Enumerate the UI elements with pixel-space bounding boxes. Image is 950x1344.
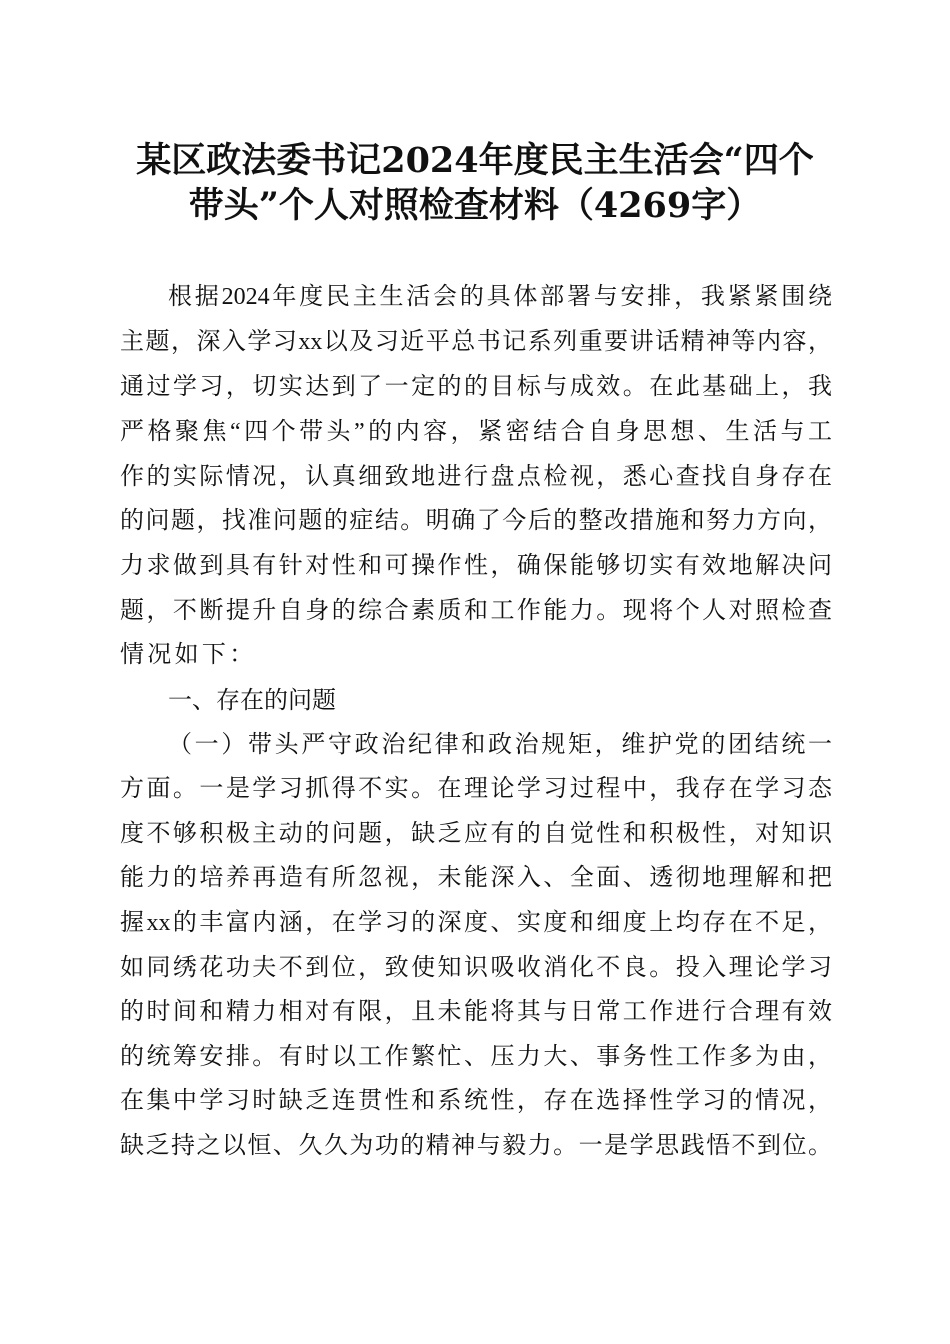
text-line: 主题，深入学习xx以及习近平总书记系列重要讲话精神等内容， <box>120 329 832 355</box>
document-title-line-1: 某区政法委书记2024年度民主生活会“四个 <box>136 140 814 181</box>
text-line: 度不够积极主动的问题，缺乏应有的自觉性和积极性，对知识 <box>120 821 832 847</box>
text-line: （一）带头严守政治纪律和政治规矩，维护党的团结统一 <box>168 732 832 758</box>
section-heading: 一、存在的问题 <box>168 686 336 714</box>
text-line: 的统筹安排。有时以工作繁忙、压力大、事务性工作多为由， <box>120 1044 832 1070</box>
document-title-line-2: 带头”个人对照检查材料（4269字） <box>188 185 762 226</box>
text-line: 的时间和精力相对有限，且未能将其与日常工作进行合理有效 <box>120 999 832 1025</box>
text-line: 作的实际情况，认真细致地进行盘点检视，悉心查找自身存在 <box>120 464 832 490</box>
text-line: 题，不断提升自身的综合素质和工作能力。现将个人对照检查 <box>120 598 832 624</box>
text-line: 能力的培养再造有所忽视，未能深入、全面、透彻地理解和把 <box>120 865 832 891</box>
text-line: 缺乏持之以恒、久久为功的精神与毅力。一是学思践悟不到位。 <box>120 1133 832 1159</box>
text-line: 情况如下： <box>120 642 257 668</box>
text-line: 方面。一是学习抓得不实。在理论学习过程中，我存在学习态 <box>120 776 832 802</box>
text-line: 如同绣花功夫不到位，致使知识吸收消化不良。投入理论学习 <box>120 955 832 981</box>
text-line: 在集中学习时缺乏连贯性和系统性，存在选择性学习的情况， <box>120 1088 832 1114</box>
text-line: 力求做到具有针对性和可操作性，确保能够切实有效地解决问 <box>120 553 832 579</box>
text-line: 的问题，找准问题的症结。明确了今后的整改措施和努力方向， <box>120 508 832 534</box>
text-line: 握xx的丰富内涵，在学习的深度、实度和细度上均存在不足， <box>120 910 832 936</box>
text-line: 严格聚焦“四个带头”的内容，紧密结合自身思想、生活与工 <box>120 419 832 445</box>
text-line: 根据2024年度民主生活会的具体部署与安排，我紧紧围绕 <box>168 284 832 310</box>
text-line: 通过学习，切实达到了一定的的目标与成效。在此基础上，我 <box>120 374 832 400</box>
